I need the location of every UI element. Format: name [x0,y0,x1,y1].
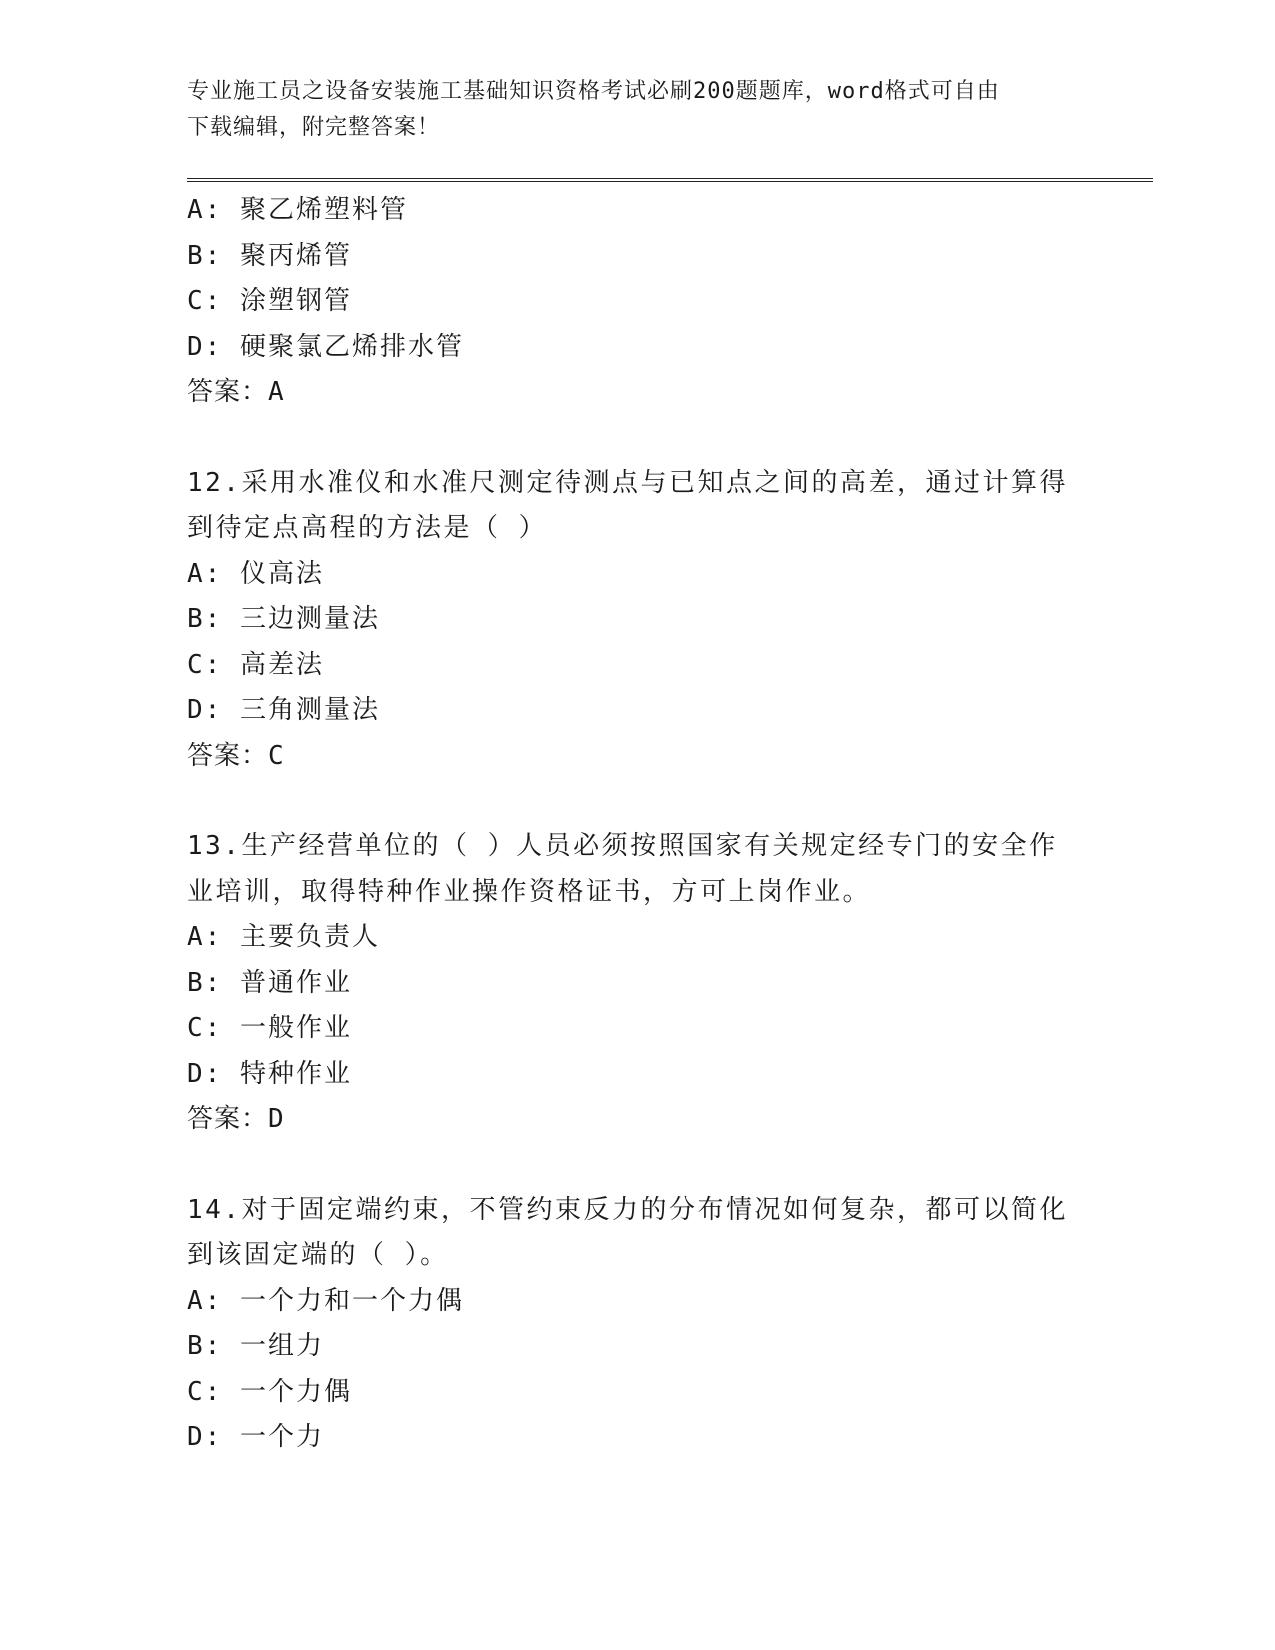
option-a: A: 仪高法 [187,558,324,589]
option-d: D: 一个力 [187,1422,324,1452]
option-c: C: 一个力偶 [187,1376,352,1407]
header-line-2: 下载编辑，附完整答案！ [187,115,441,140]
question-content [187,188,1087,1461]
question-13-block [187,824,1087,1143]
question-14-block [187,1188,1087,1461]
document-header [187,74,1067,146]
answer-value: C [268,740,285,771]
header-divider [187,178,1153,182]
option-b: B: 三边测量法 [187,604,380,634]
answer-line: 答案：C [187,740,285,771]
option-b: B: 聚丙烯管 [187,240,352,271]
option-d: D: 特种作业 [187,1058,352,1089]
option-c: C: 高差法 [187,649,324,680]
answer-value: D [268,1104,285,1134]
answer-line: 答案：D [187,1104,285,1134]
option-a: A: 主要负责人 [187,922,380,952]
option-a: A: 一个力和一个力偶 [187,1285,464,1316]
option-b: B: 一组力 [187,1331,324,1361]
option-c: C: 涂塑钢管 [187,286,352,316]
answer-value: A [268,377,285,407]
header-line-1: 专业施工员之设备安装施工基础知识资格考试必刷200题题库，word格式可自由 [187,79,1000,104]
option-d: D: 三角测量法 [187,695,380,725]
option-b: B: 普通作业 [187,967,352,998]
option-c: C: 一般作业 [187,1013,352,1043]
answer-line: 答案：A [187,377,285,407]
question-stem: 13.生产经营单位的（ ）人员必须按照国家有关规定经专门的安全作 业培训，取得特种作业操作资格证书，方可上岗作业。 [187,831,1058,907]
option-d: D: 硬聚氯乙烯排水管 [187,331,464,362]
question-stem: 14.对于固定端约束，不管约束反力的分布情况如何复杂，都可以简化 到该固定端的（ ）。 [187,1194,1068,1270]
question-11-block [187,188,1087,416]
question-12-block [187,461,1087,780]
question-stem: 12.采用水准仪和水准尺测定待测点与已知点之间的高差，通过计算得 到待定点高程的方法是（ ） [187,467,1068,543]
option-a: A: 聚乙烯塑料管 [187,195,408,225]
